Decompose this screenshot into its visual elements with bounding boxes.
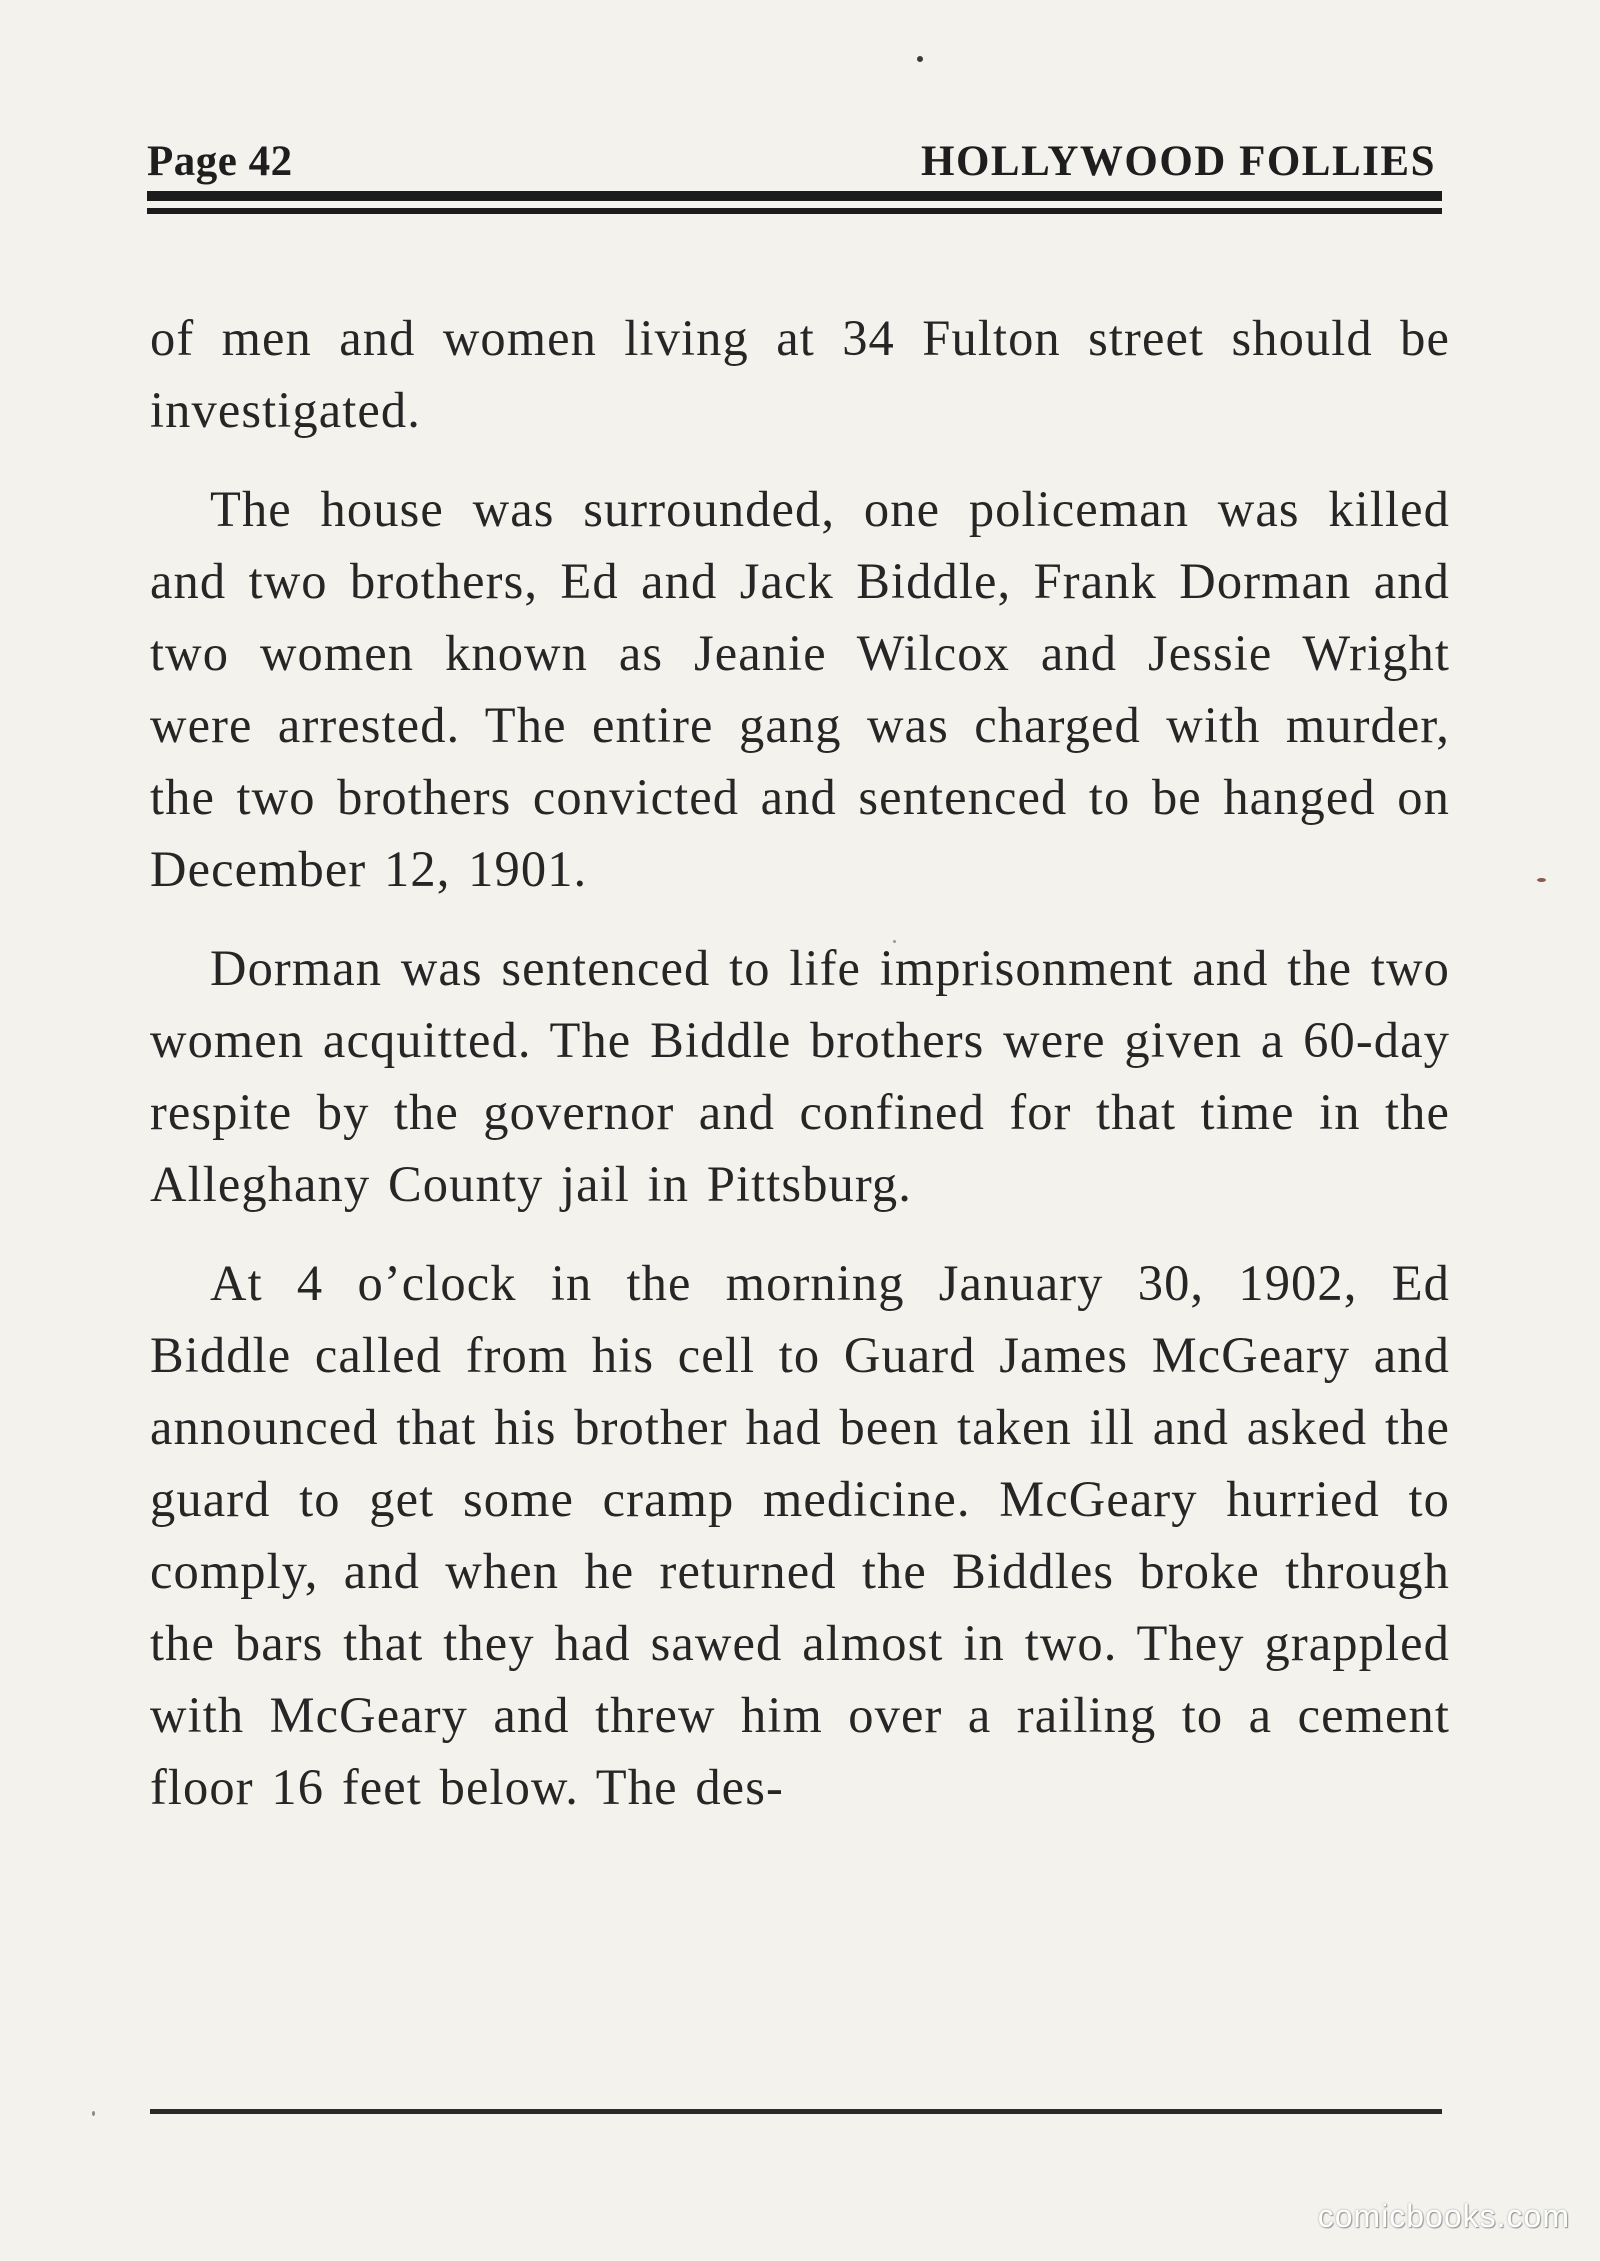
header-rule-thin	[147, 208, 1442, 214]
running-title: HOLLYWOOD FOLLIES	[921, 138, 1436, 185]
dust-speck	[1537, 878, 1546, 882]
page-number: Page 42	[147, 138, 293, 185]
dust-speck	[92, 2111, 95, 2116]
page-header	[147, 128, 1440, 186]
dust-speck	[917, 56, 923, 62]
paragraph: At 4 o’clock in the morning January 30, 1902, Ed Biddle called from his cell to Guard James McGeary and announced that his brother had been taken ill and asked the guard to get some cramp medicine. McGeary hurried to comply, and when he returned the Biddles broke through the bars that they had sawed almost in two. They grappled with McGeary and threw him over a railing to a cement floor 16 feet below. The des-	[150, 1255, 1450, 1815]
footer-rule	[150, 2109, 1442, 2114]
paragraph: The house was surrounded, one policeman was killed and two brothers, Ed and Jack Biddle, Frank Dorman and two women known as Jeanie Wilcox and Jessie Wright were arrested. The entire gang was charged with murder, the two brothers convicted and sentenced to be hanged on December 12, 1901.	[150, 481, 1450, 897]
paragraph: Dorman was sentenced to life imprisonment and the two women acquitted. The Biddle brothers were given a 60-day respite by the governor and confined for that time in the Alleghany County jail in Pittsburg.	[150, 940, 1450, 1212]
watermark: comicbooks.com	[1317, 2198, 1570, 2234]
header-rule-thick	[147, 191, 1442, 201]
body-text	[150, 302, 1450, 1850]
paragraph-continuation: of men and women living at 34 Fulton street should be investigated.	[150, 310, 1450, 438]
